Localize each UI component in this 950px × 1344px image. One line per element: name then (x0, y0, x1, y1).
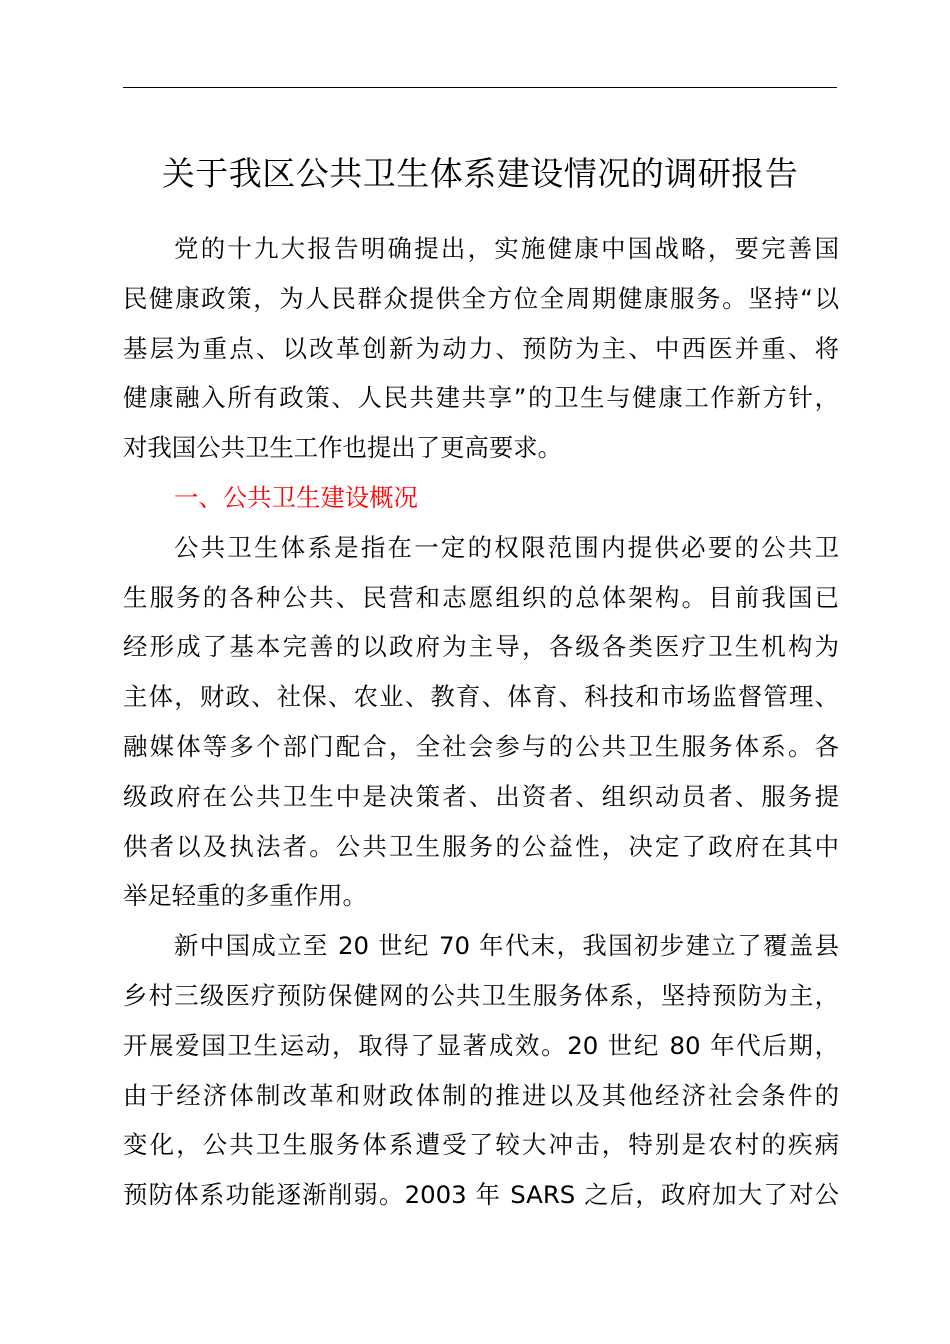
paragraph-line: 基层为重点、以改革创新为动力、预防为主、中西医并重、将 (123, 333, 839, 363)
paragraph-line: 供者以及执法者。公共卫生服务的公益性，决定了政府在其中 (123, 831, 839, 861)
paragraph-line: 举足轻重的多重作用。 (123, 881, 367, 911)
paragraph-line: 经形成了基本完善的以政府为主导，各级各类医疗卫生机构为 (123, 632, 839, 662)
paragraph-line: 主体，财政、社保、农业、教育、体育、科技和市场监督管理、 (123, 682, 839, 712)
paragraph-line: 新中国成立至 20 世纪 70 年代末，我国初步建立了覆盖县 (174, 931, 839, 961)
paragraph-line: 党的十九大报告明确提出，实施健康中国战略，要完善国 (174, 234, 839, 263)
header-rule (123, 87, 837, 88)
document-body (123, 224, 839, 1220)
paragraph-line: 民健康政策，为人民群众提供全方位全周期健康服务。坚持“以 (123, 283, 839, 313)
paragraph-line: 健康融入所有政策、人民共建共享”的卫生与健康工作新方针， (123, 383, 839, 413)
section-heading: 一、公共卫生建设概况 (174, 482, 418, 512)
paragraph-line: 开展爱国卫生运动，取得了显著成效。20 世纪 80 年代后期， (123, 1030, 839, 1060)
paragraph-line: 变化，公共卫生服务体系遭受了较大冲击，特别是农村的疾病 (123, 1130, 839, 1160)
paragraph-line: 融媒体等多个部门配合，全社会参与的公共卫生服务体系。各 (123, 731, 839, 761)
paragraph-line: 由于经济体制改革和财政体制的推进以及其他经济社会条件的 (123, 1080, 839, 1110)
document-title: 关于我区公共卫生体系建设情况的调研报告 (161, 154, 799, 193)
paragraph-line: 乡村三级医疗预防保健网的公共卫生服务体系，坚持预防为主， (123, 980, 839, 1010)
paragraph-line: 对我国公共卫生工作也提出了更高要求。 (123, 433, 563, 463)
paragraph-line: 公共卫生体系是指在一定的权限范围内提供必要的公共卫 (174, 532, 839, 562)
paragraph-line: 生服务的各种公共、民营和志愿组织的总体架构。目前我国已 (123, 582, 839, 612)
paragraph-line: 预防体系功能逐渐削弱。2003 年 SARS 之后，政府加大了对公 (123, 1180, 839, 1210)
paragraph-line: 级政府在公共卫生中是决策者、出资者、组织动员者、服务提 (123, 781, 839, 811)
